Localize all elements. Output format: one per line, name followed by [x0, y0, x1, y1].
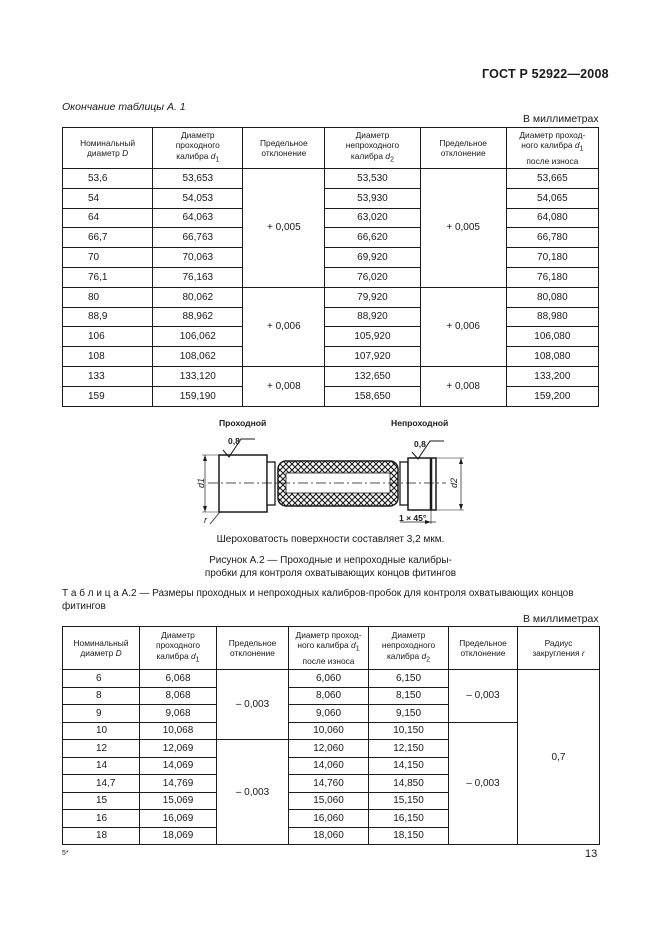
t1-cell-d: 53,6: [63, 169, 153, 189]
t1-cell-go: 133,120: [153, 366, 243, 386]
t2-cell-worn: 14,060: [289, 757, 369, 775]
t2-cell-go: 6,068: [140, 670, 217, 688]
t1-cell-go: 53,653: [153, 169, 243, 189]
t1-cell-worn: 53,665: [506, 169, 598, 189]
table-row: [63, 228, 599, 248]
t2-cell-go: 9,068: [140, 705, 217, 723]
t1-cell-nogo: 53,530: [325, 169, 420, 189]
t2-cell-d: 16: [63, 810, 140, 828]
t2-cell-worn: 8,060: [289, 687, 369, 705]
roughness-note: Шероховатость поверхности составляет 3,2 мкм.: [216, 534, 445, 545]
t2-cell-nogo: 12,150: [369, 740, 449, 758]
t2-cell-tol-nogo: – 0,003: [449, 670, 518, 723]
t1-cell-d: 70: [63, 248, 153, 268]
t1-cell-tol-nogo: + 0,005: [420, 169, 506, 288]
figure-caption-line2: пробки для контроля охватывающих концов фитингов: [204, 568, 457, 579]
t1-cell-nogo: 53,930: [325, 188, 420, 208]
t1-cell-nogo: 107,920: [325, 347, 420, 367]
t2-header-tol1: Предельное отклонение: [217, 627, 289, 670]
figure-caption-line1: Рисунок А.2 — Проходные и непроходные калибры-: [209, 555, 452, 566]
t2-cell-d: 18: [63, 827, 140, 845]
table-row: [63, 208, 599, 228]
table-row: [63, 287, 599, 307]
t1-cell-tol-go: + 0,005: [243, 169, 325, 288]
t2-cell-worn: 6,060: [289, 670, 369, 688]
t1-header-tol2: Предельное отклонение: [420, 128, 506, 169]
t2-header-radius: Радиус закругления r: [518, 627, 600, 670]
table2-caption: Т а б л и ц а А.2 — Размеры проходных и непроходных калибров-пробок для контроля охватывающих концов фитингов: [62, 588, 574, 612]
t2-cell-d: 6: [63, 670, 140, 688]
t1-cell-d: 88,9: [63, 307, 153, 327]
t2-header-go: Диаметр проходного калибра $d_1$: [140, 627, 217, 670]
t1-cell-d: 66,7: [63, 228, 153, 248]
t2-cell-worn: 12,060: [289, 740, 369, 758]
t2-cell-d: 10: [63, 722, 140, 740]
t2-cell-worn: 14,760: [289, 775, 369, 793]
t1-cell-go: 80,062: [153, 287, 243, 307]
t2-cell-d: 12: [63, 740, 140, 758]
t1-cell-tol-nogo: + 0,008: [420, 366, 506, 406]
t2-cell-radius: 0,7: [518, 670, 600, 845]
t1-cell-worn: 66,780: [506, 228, 598, 248]
roughness-nogo-value: 0,8: [414, 439, 426, 449]
t2-cell-go: 14,769: [140, 775, 217, 793]
table-row: [63, 347, 599, 367]
t2-cell-nogo: 8,150: [369, 687, 449, 705]
t1-header-worn: Диаметр проход- ного калибра $d_1$ после износа: [506, 128, 598, 169]
t1-cell-go: 54,053: [153, 188, 243, 208]
table-row: [63, 307, 599, 327]
t2-cell-nogo: 6,150: [369, 670, 449, 688]
dimension-d2: d2: [449, 477, 460, 489]
t1-cell-nogo: 69,920: [325, 248, 420, 268]
t1-cell-d: 80: [63, 287, 153, 307]
t2-cell-nogo: 15,150: [369, 792, 449, 810]
t1-header-nogo: Диаметр непроходного калибра $d_2$: [325, 128, 420, 169]
t1-cell-nogo: 76,020: [325, 267, 420, 287]
figure-label-go: Проходной: [219, 418, 267, 428]
t2-cell-go: 14,069: [140, 757, 217, 775]
document-code: ГОСТ Р 52922—2008: [482, 67, 609, 81]
t2-cell-d: 14: [63, 757, 140, 775]
t2-header-tol2: Предельное отклонение: [449, 627, 518, 670]
t2-cell-go: 18,069: [140, 827, 217, 845]
t2-cell-nogo: 16,150: [369, 810, 449, 828]
t2-header-d: Номинальный диаметр D: [63, 627, 140, 670]
t2-cell-go: 10,068: [140, 722, 217, 740]
t1-cell-nogo: 63,020: [325, 208, 420, 228]
t2-cell-go: 16,069: [140, 810, 217, 828]
t1-cell-worn: 80,080: [506, 287, 598, 307]
t1-cell-d: 133: [63, 366, 153, 386]
t2-cell-go: 8,068: [140, 687, 217, 705]
t1-cell-go: 88,962: [153, 307, 243, 327]
t1-cell-worn: 106,080: [506, 327, 598, 347]
table-row: [63, 169, 599, 189]
footer-sheet-mark: 5*: [62, 850, 69, 857]
t1-header-d: Номинальный диаметр D: [63, 128, 153, 169]
t2-cell-go: 15,069: [140, 792, 217, 810]
t1-cell-go: 66,763: [153, 228, 243, 248]
t1-cell-go: 159,190: [153, 386, 243, 406]
t1-cell-go: 76,163: [153, 267, 243, 287]
t1-cell-d: 108: [63, 347, 153, 367]
t1-cell-d: 54: [63, 188, 153, 208]
t2-cell-go: 12,069: [140, 740, 217, 758]
t1-cell-worn: 108,080: [506, 347, 598, 367]
radius-label: r: [204, 515, 207, 525]
table2: [62, 626, 600, 845]
table-row: [63, 670, 600, 688]
t1-cell-worn: 70,180: [506, 248, 598, 268]
page-number: 13: [585, 848, 598, 860]
t1-cell-d: 159: [63, 386, 153, 406]
table2-units: В миллиметрах: [523, 613, 599, 625]
t2-cell-worn: 15,060: [289, 792, 369, 810]
t1-cell-worn: 54,065: [506, 188, 598, 208]
table1-caption: Окончание таблицы А. 1: [62, 101, 186, 113]
t2-header-nogo: Диаметр непроходного калибра $d_2$: [369, 627, 449, 670]
table1-units: В миллиметрах: [523, 113, 599, 125]
t1-cell-d: 76,1: [63, 267, 153, 287]
figure-caption: [0, 554, 661, 580]
t2-cell-d: 14,7: [63, 775, 140, 793]
t1-cell-go: 70,063: [153, 248, 243, 268]
t2-cell-nogo: 14,150: [369, 757, 449, 775]
t1-cell-tol-nogo: + 0,006: [420, 287, 506, 366]
t2-cell-d: 9: [63, 705, 140, 723]
roughness-go-value: 0,8: [228, 436, 240, 446]
t2-cell-worn: 9,060: [289, 705, 369, 723]
t1-cell-worn: 88,980: [506, 307, 598, 327]
t1-cell-go: 64,063: [153, 208, 243, 228]
t1-cell-nogo: 79,920: [325, 287, 420, 307]
t1-cell-d: 106: [63, 327, 153, 347]
t1-header-tol1: Предельное отклонение: [243, 128, 325, 169]
table-row: [63, 386, 599, 406]
table1: [62, 127, 599, 407]
t1-cell-nogo: 105,920: [325, 327, 420, 347]
t2-cell-tol-nogo: – 0,003: [449, 722, 518, 845]
dimension-d1: d1: [196, 477, 207, 489]
t1-cell-tol-go: + 0,006: [243, 287, 325, 366]
t2-cell-d: 8: [63, 687, 140, 705]
t1-cell-tol-go: + 0,008: [243, 366, 325, 406]
t1-cell-worn: 76,180: [506, 267, 598, 287]
t2-header-worn: Диаметр проход- ного калибра $d_1$ после износа: [289, 627, 369, 670]
t2-cell-nogo: 18,150: [369, 827, 449, 845]
t2-cell-tol-go: – 0,003: [217, 670, 289, 740]
t2-cell-tol-go: – 0,003: [217, 740, 289, 845]
t2-cell-nogo: 9,150: [369, 705, 449, 723]
t2-cell-nogo: 10,150: [369, 722, 449, 740]
table-row: [63, 327, 599, 347]
t1-cell-worn: 133,200: [506, 366, 598, 386]
t1-cell-nogo: 158,650: [325, 386, 420, 406]
chamfer-label: 1 × 45°: [399, 513, 427, 523]
table-row: [63, 366, 599, 386]
t2-cell-worn: 18,060: [289, 827, 369, 845]
t1-header-go: Диаметр проходного калибра $d_1$: [153, 128, 243, 169]
t1-cell-nogo: 88,920: [325, 307, 420, 327]
t1-cell-worn: 64,080: [506, 208, 598, 228]
t2-cell-worn: 16,060: [289, 810, 369, 828]
table-row: [63, 267, 599, 287]
t1-cell-go: 106,062: [153, 327, 243, 347]
t2-cell-d: 15: [63, 792, 140, 810]
t1-cell-nogo: 66,620: [325, 228, 420, 248]
figure-label-nogo: Непроходной: [391, 418, 449, 428]
t1-cell-worn: 159,200: [506, 386, 598, 406]
t1-cell-d: 64: [63, 208, 153, 228]
table-row: [63, 248, 599, 268]
t1-cell-go: 108,062: [153, 347, 243, 367]
t2-cell-worn: 10,060: [289, 722, 369, 740]
t1-cell-nogo: 132,650: [325, 366, 420, 386]
table-row: [63, 188, 599, 208]
t2-cell-nogo: 14,850: [369, 775, 449, 793]
